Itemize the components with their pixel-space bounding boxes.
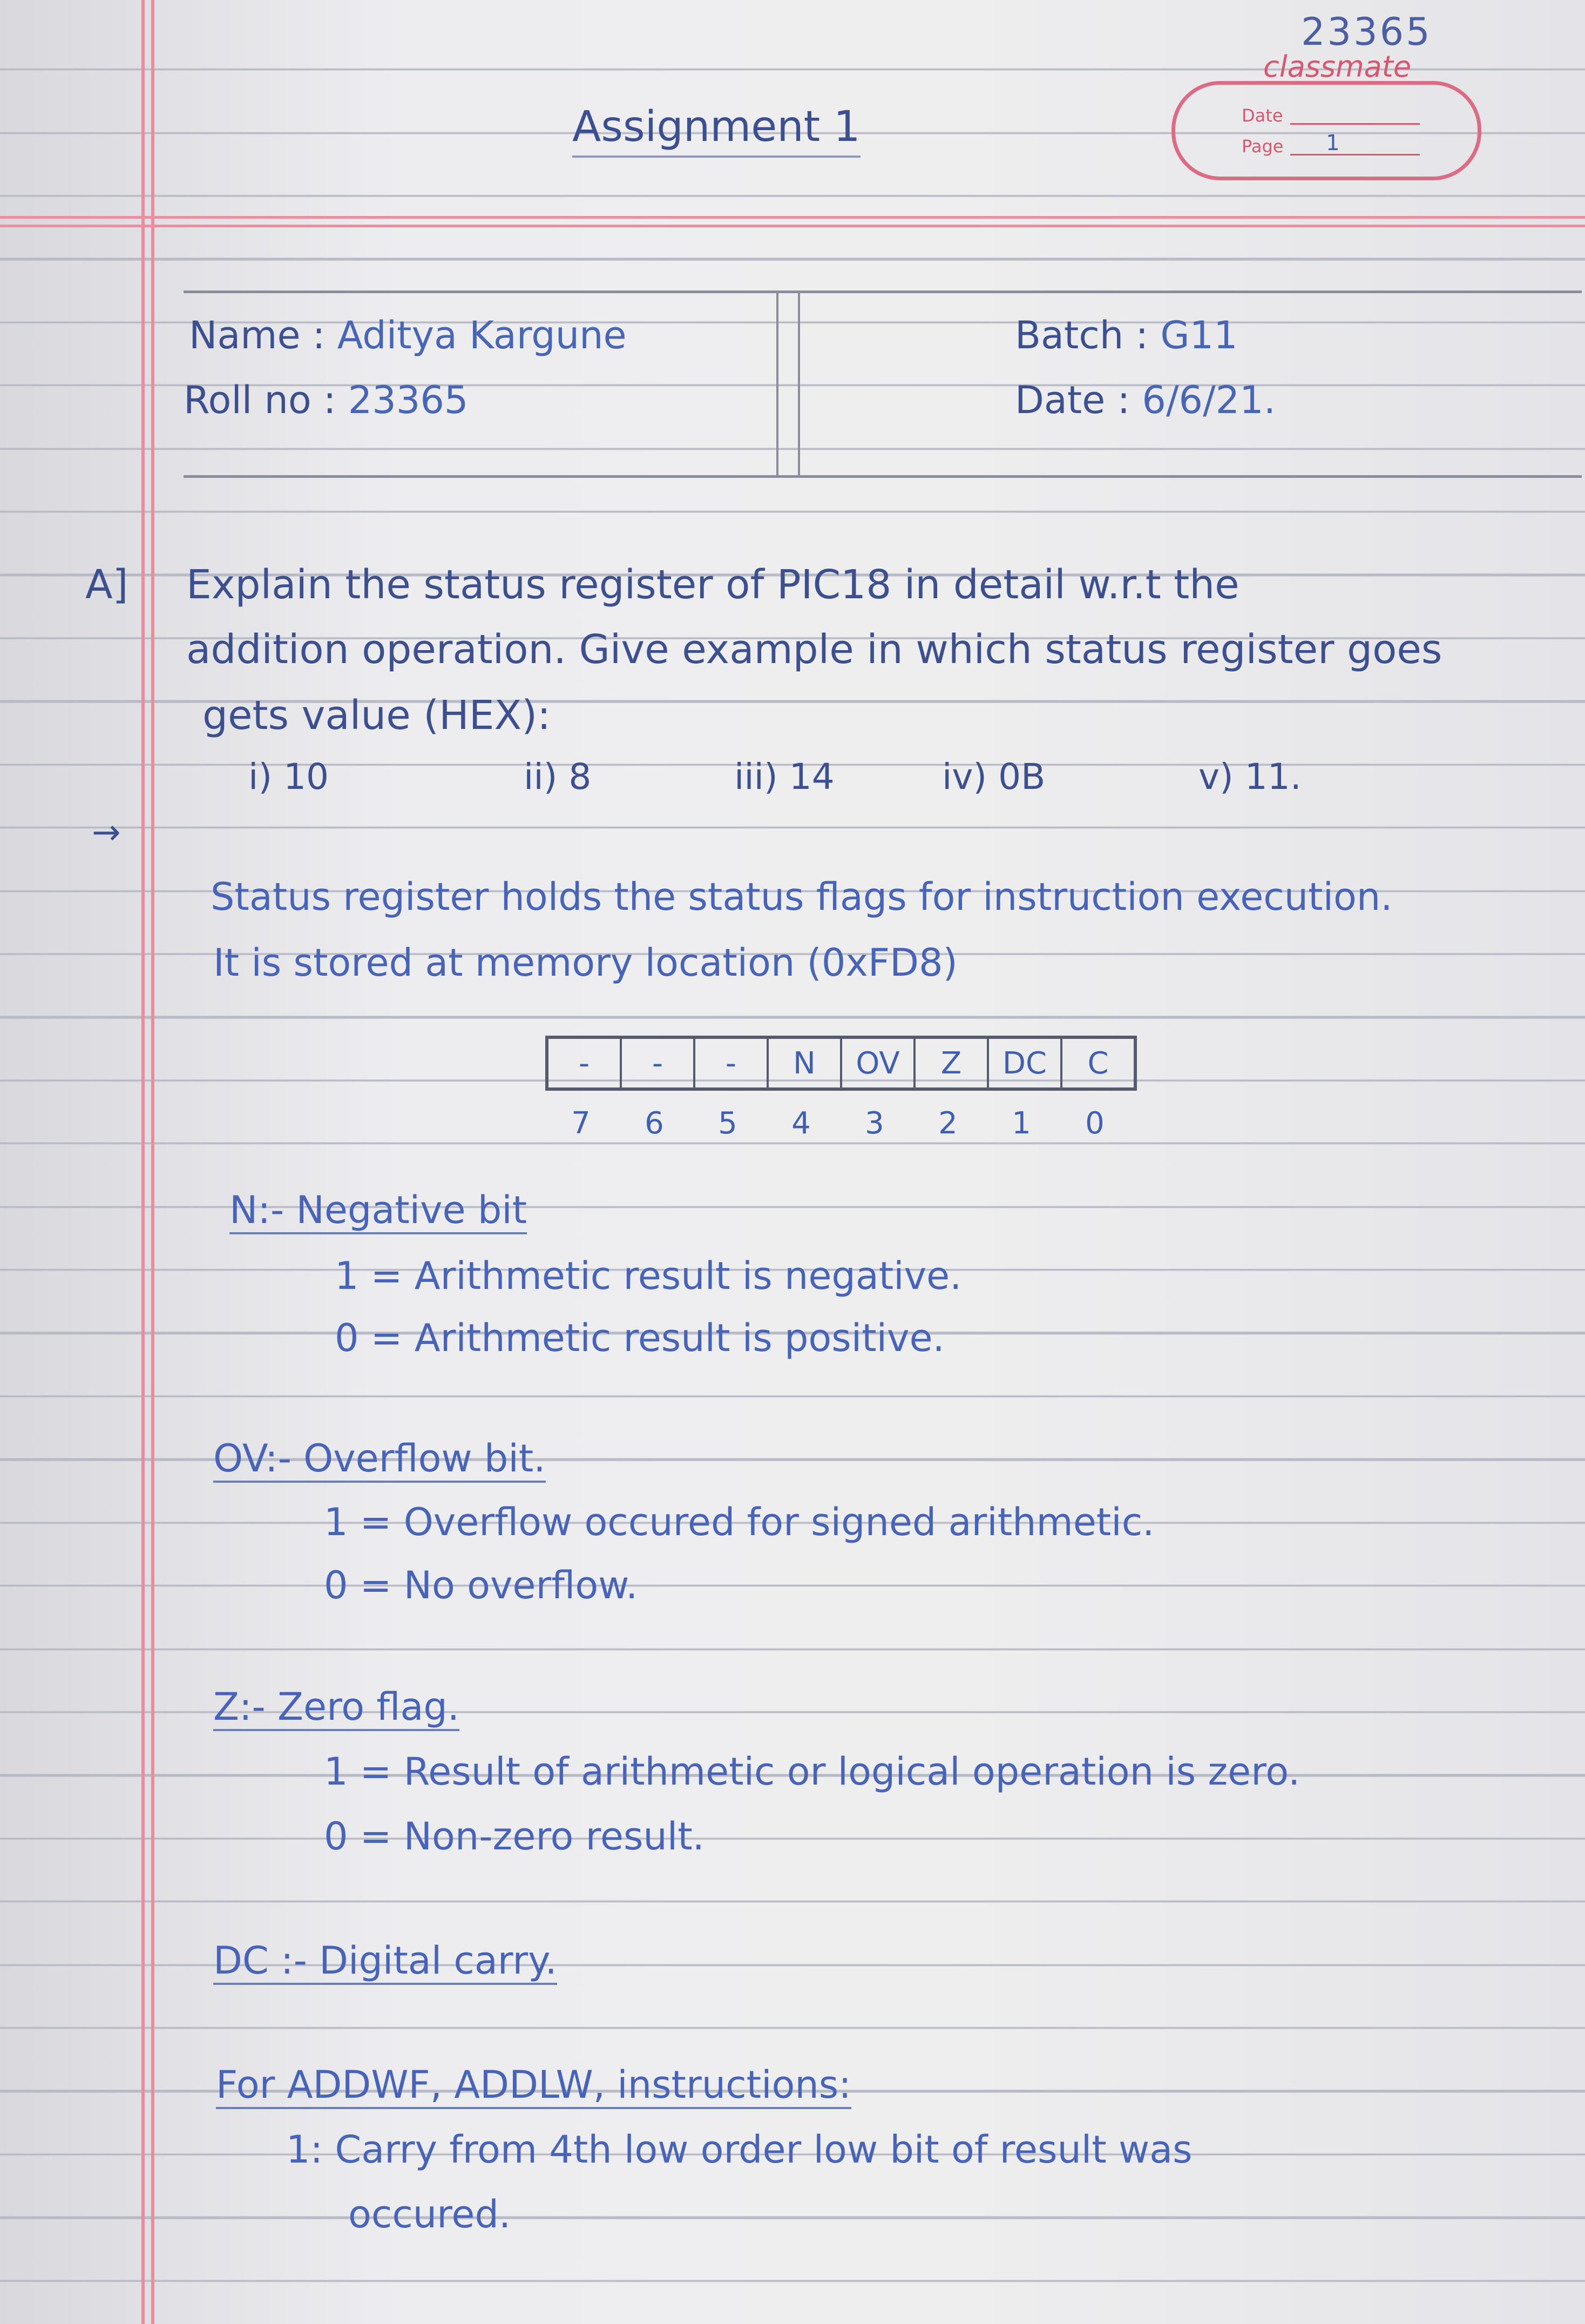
register-bit-5: -	[694, 1037, 768, 1089]
instructions-line-1: 1: Carry from 4th low order low bit of result was	[286, 2127, 1193, 2172]
bit-number-7: 7	[571, 1106, 591, 1141]
answer-arrow-icon: →	[92, 813, 121, 853]
assignment-title: Assignment 1	[572, 103, 861, 158]
instructions-heading: For ADDWF, ADDLW, instructions:	[216, 2063, 851, 2109]
margin-line-right	[151, 0, 154, 2324]
flag-n-line-1: 1 = Arithmetic result is negative.	[335, 1254, 962, 1298]
status-register-row	[547, 1037, 1135, 1089]
date-box-line	[1290, 123, 1420, 125]
header-rule-1	[0, 216, 1585, 219]
register-bit-7: -	[578, 1045, 590, 1081]
question-line-3: gets value (HEX):	[202, 692, 551, 739]
name-row: Name : Aditya Kargune	[189, 313, 627, 357]
notebook-brand: classmate	[1263, 50, 1412, 84]
header-rule-2	[0, 225, 1585, 227]
status-register-table	[545, 1036, 1137, 1091]
register-bit-0: C	[1061, 1037, 1135, 1089]
bit-number-6: 6	[645, 1106, 664, 1141]
bit-number-5: 5	[718, 1106, 737, 1141]
register-bit-4: N	[768, 1037, 841, 1089]
flag-dc-heading: DC :- Digital carry.	[213, 1938, 557, 1985]
roll-label: Roll no	[184, 378, 311, 422]
flag-ov-line-2: 0 = No overflow.	[324, 1563, 638, 1607]
flag-ov-line-1: 1 = Overflow occured for signed arithmetic.	[324, 1500, 1155, 1544]
answer-intro-line-2: It is stored at memory location (0xFD8)	[213, 941, 958, 985]
bit-number-2: 2	[938, 1106, 958, 1141]
date-box-label: Date	[1242, 105, 1283, 126]
roll-value: 23365	[348, 378, 469, 422]
option-3: iii) 14	[734, 756, 835, 798]
info-table-divider-1	[776, 290, 778, 477]
bit-number-1: 1	[1012, 1106, 1031, 1141]
page-number-handwritten: 23365	[1301, 10, 1432, 54]
flag-n-heading: N:- Negative bit	[229, 1188, 527, 1234]
name-value: Aditya Kargune	[337, 313, 627, 357]
option-1: i) 10	[248, 756, 329, 798]
flag-z-heading: Z:- Zero flag.	[213, 1685, 459, 1731]
bit-number-4: 4	[791, 1106, 811, 1141]
date-row: Date : 6/6/21.	[1015, 378, 1276, 422]
flag-n-line-2: 0 = Arithmetic result is positive.	[335, 1316, 945, 1360]
page-box-line	[1290, 154, 1420, 156]
option-4: iv) 0B	[942, 756, 1046, 798]
register-bit-3: OV	[841, 1037, 915, 1089]
info-table-bottom	[184, 475, 1582, 478]
roll-row: Roll no : 23365	[184, 378, 469, 422]
margin-line-left	[141, 0, 145, 2324]
flag-ov-heading: OV:- Overflow bit.	[213, 1436, 546, 1483]
register-bit-2: Z	[915, 1037, 988, 1089]
batch-value: G11	[1160, 313, 1238, 357]
question-marker: A]	[85, 562, 128, 608]
flag-z-line-1: 1 = Result of arithmetic or logical operation is zero.	[324, 1749, 1300, 1794]
info-table-top	[184, 290, 1582, 293]
page-box-label: Page	[1242, 136, 1284, 157]
question-line-2: addition operation. Give example in which status register goes	[186, 626, 1442, 673]
batch-row: Batch : G11	[1015, 313, 1238, 357]
option-5: v) 11.	[1198, 756, 1302, 798]
batch-label: Batch	[1015, 313, 1124, 357]
bit-number-0: 0	[1085, 1106, 1105, 1141]
flag-z-line-2: 0 = Non-zero result.	[324, 1814, 705, 1859]
register-bit-1: DC	[988, 1037, 1061, 1089]
date-label: Date	[1015, 378, 1106, 422]
instructions-line-2: occured.	[348, 2192, 511, 2237]
register-bit-6: -	[621, 1037, 694, 1089]
bit-number-3: 3	[865, 1106, 884, 1141]
page-box-value: 1	[1326, 131, 1340, 156]
question-line-1: Explain the status register of PIC18 in detail w.r.t the	[186, 562, 1239, 608]
answer-intro-line-1: Status register holds the status flags for instruction execution.	[211, 875, 1393, 919]
info-table-divider-2	[798, 290, 800, 477]
option-2: ii) 8	[524, 756, 592, 798]
name-label: Name	[189, 313, 301, 357]
date-value: 6/6/21.	[1142, 378, 1276, 422]
